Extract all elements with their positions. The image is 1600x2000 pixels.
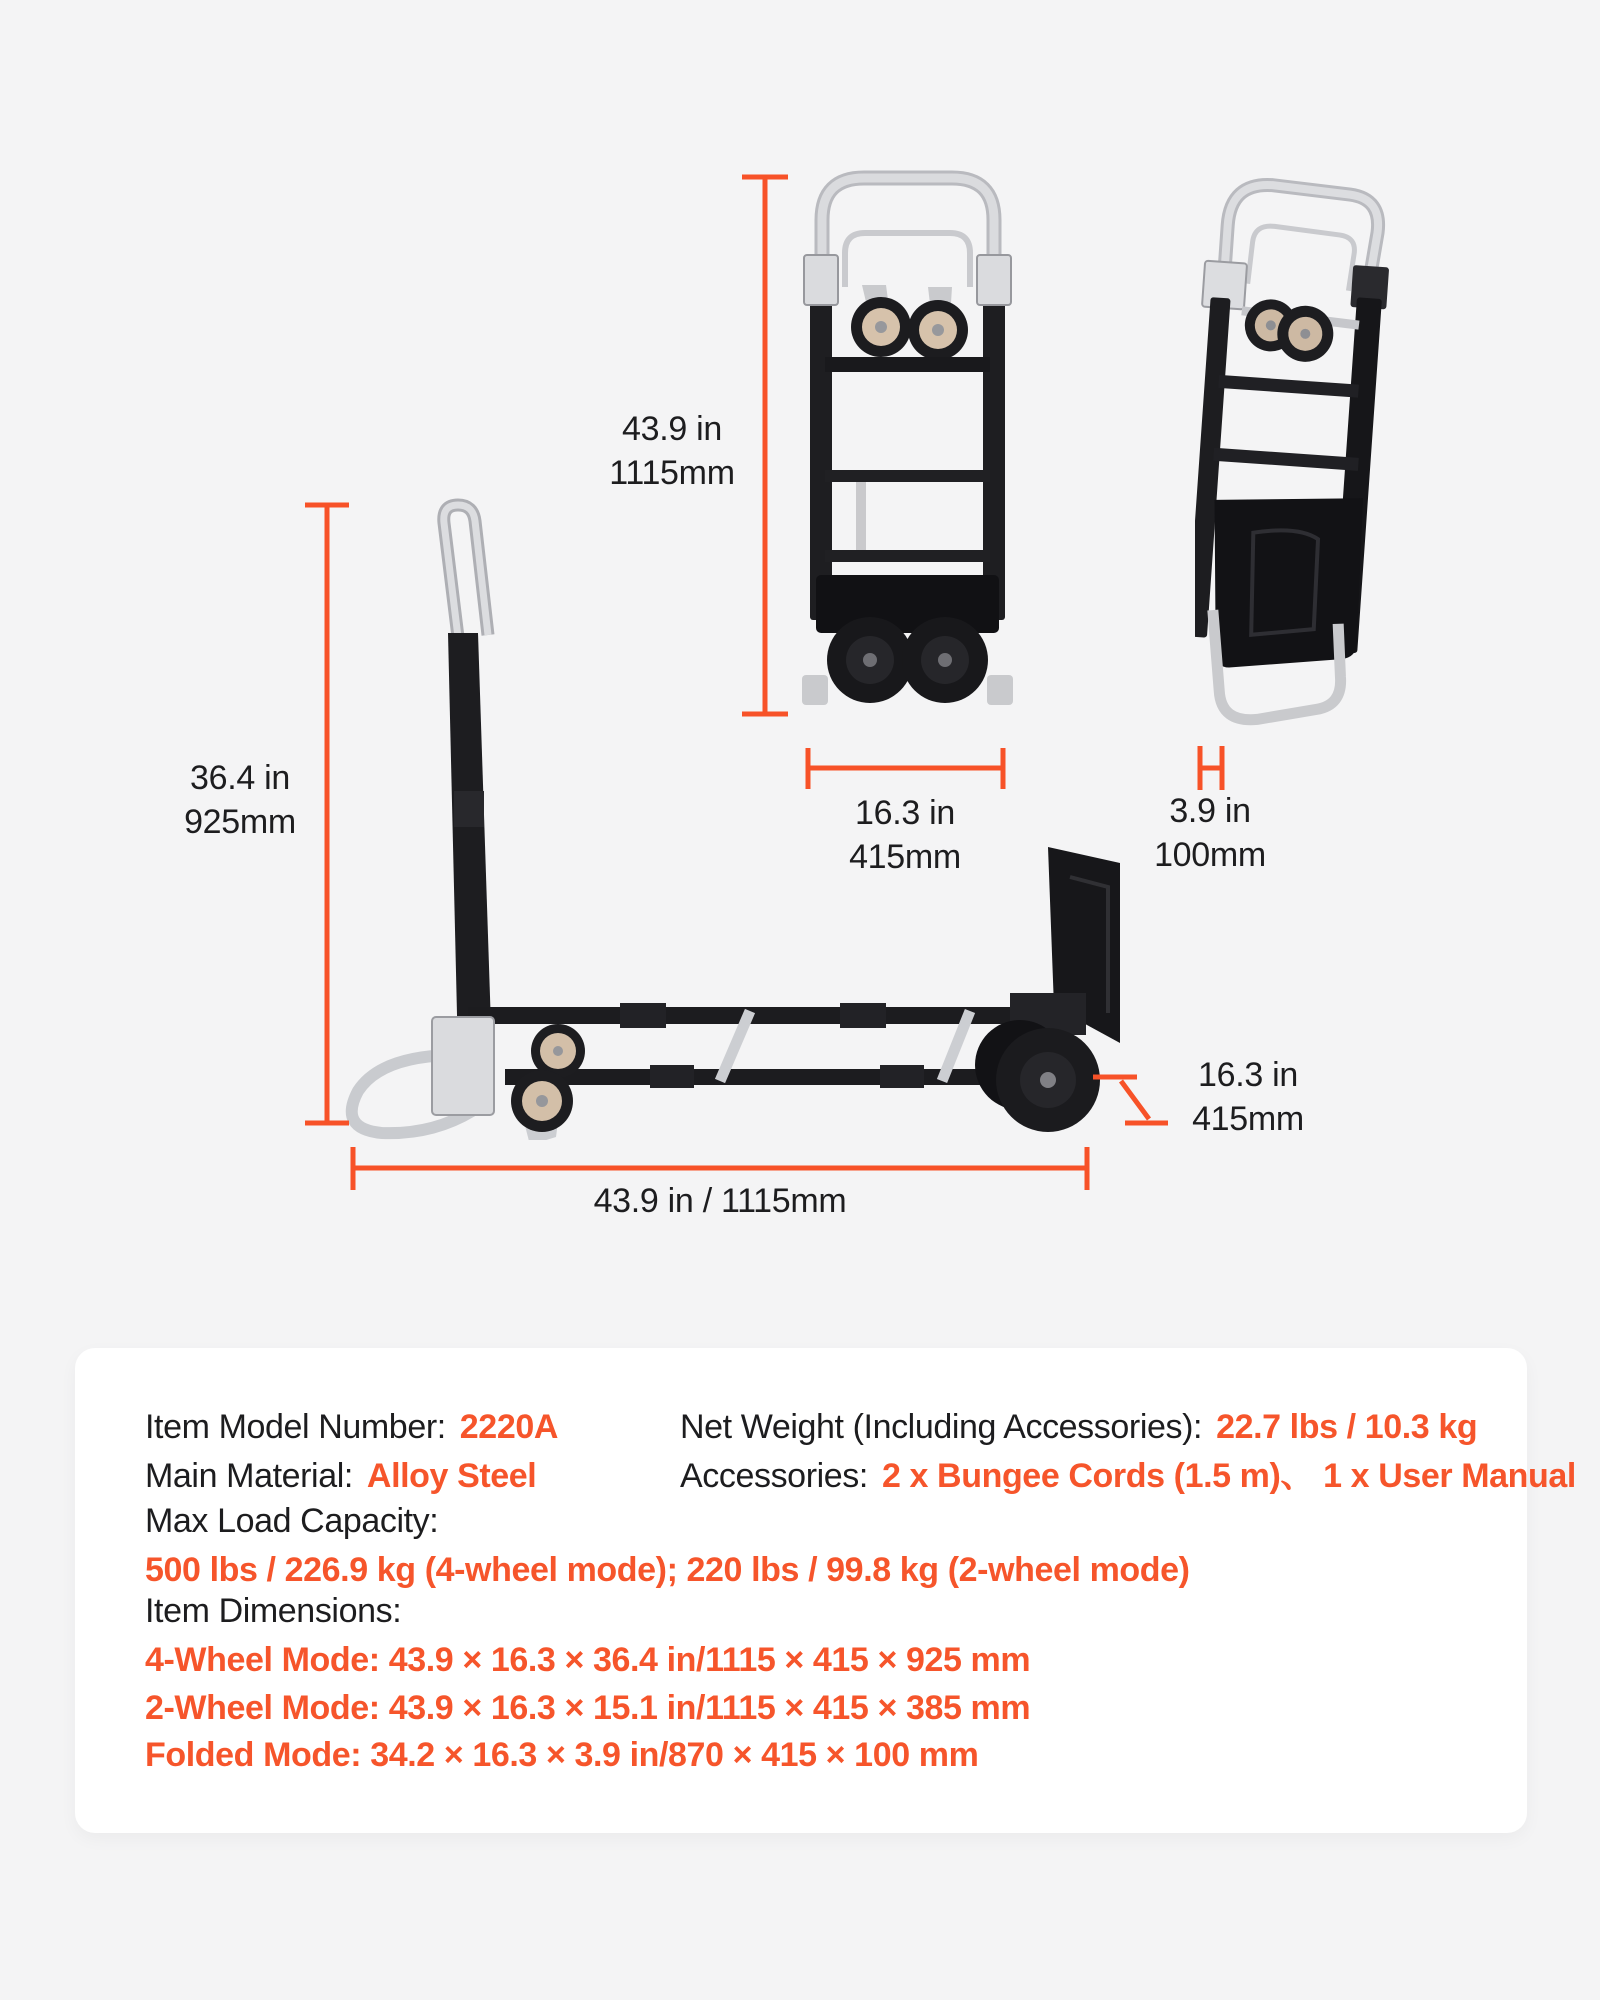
front-width-label: [828, 791, 982, 879]
net-weight-label: Net Weight (Including Accessories):: [680, 1408, 1203, 1446]
side-depth-mm: 415mm: [1192, 1100, 1304, 1138]
front-height-mm: 1115mm: [609, 454, 735, 492]
material-label: Main Material:: [145, 1457, 353, 1495]
side-length-label: [520, 1184, 920, 1218]
front-width-in: 16.3 in: [855, 794, 955, 832]
folded-view-illustration: [1195, 175, 1400, 750]
material-row: [145, 1452, 536, 1500]
side-depth-in: 16.3 in: [1198, 1056, 1298, 1094]
dim-2wheel-value: 2-Wheel Mode: 43.9 × 16.3 × 15.1 in/1115 × 415 × 385 mm: [145, 1689, 1031, 1727]
folded-thickness-label: [1133, 789, 1287, 877]
side-view-illustration: [320, 495, 1130, 1140]
item-model-row: [145, 1403, 558, 1451]
net-weight-row: [680, 1403, 1477, 1451]
side-height-label: [160, 756, 320, 844]
mast-and-handle: [444, 505, 492, 1057]
spec-card: [75, 1348, 1576, 1833]
net-weight-value: 22.7 lbs / 10.3 kg: [1216, 1408, 1478, 1446]
front-width-mm: 415mm: [849, 838, 961, 876]
max-load-value: 500 lbs / 226.9 kg (4-wheel mode); 220 lbs / 99.8 kg (2-wheel mode): [145, 1551, 1190, 1589]
folded-thickness-dimension-line: [1200, 746, 1222, 790]
item-model-label: Item Model Number:: [145, 1408, 446, 1446]
side-brackets: [804, 255, 1011, 305]
accessories-label: Accessories:: [680, 1457, 868, 1495]
chrome-handle: [822, 178, 994, 287]
accessories-value: 2 x Bungee Cords (1.5 m)、 1 x User Manual: [881, 1457, 1576, 1495]
folded-thickness-mm: 100mm: [1154, 836, 1266, 874]
item-model-value: 2220A: [459, 1408, 558, 1446]
front-height-label: [597, 407, 747, 495]
side-height-mm: 925mm: [184, 803, 296, 841]
max-load-label: Max Load Capacity:: [145, 1502, 439, 1540]
side-height-in: 36.4 in: [190, 759, 290, 797]
folded-thickness-in: 3.9 in: [1169, 792, 1251, 830]
folded-casters: [851, 285, 968, 360]
front-height-in: 43.9 in: [622, 410, 722, 448]
dim-4wheel-value: 4-Wheel Mode: 43.9 × 16.3 × 36.4 in/1115 × 415 × 925 mm: [145, 1641, 1031, 1679]
dimensions-label: Item Dimensions:: [145, 1592, 402, 1630]
folded-casters: [1238, 297, 1360, 365]
accessories-row: [680, 1452, 1576, 1500]
side-depth-label: [1171, 1053, 1325, 1141]
dim-folded-value: Folded Mode: 34.2 × 16.3 × 3.9 in/870 × 415 × 100 mm: [145, 1736, 979, 1774]
side-length-value: 43.9 in / 1115mm: [593, 1182, 847, 1220]
material-value: Alloy Steel: [366, 1457, 537, 1495]
